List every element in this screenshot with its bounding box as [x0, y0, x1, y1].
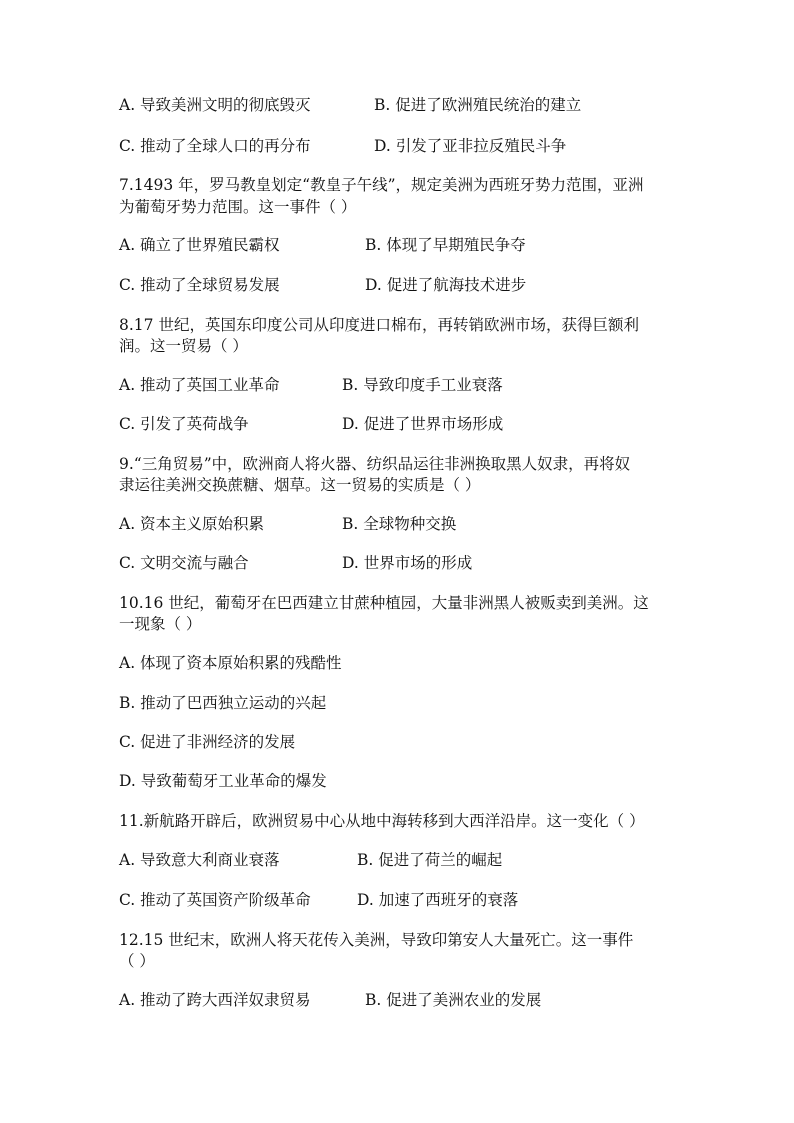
- q11-stem-line1: 11.新航路开辟后，欧洲贸易中心从地中海转移到大西洋沿岸。这一变化（ ）: [119, 812, 645, 830]
- q12-stem-line1: 12.15 世纪末，欧洲人将天花传入美洲，导致印第安人大量死亡。这一事件: [119, 931, 634, 949]
- q6-option-d: D. 引发了亚非拉反殖民斗争: [374, 137, 567, 155]
- q9-stem-line2: 隶运往美洲交换蔗糖、烟草。这一贸易的实质是（ ）: [119, 476, 481, 494]
- q8-stem-line1: 8.17 世纪，英国东印度公司从印度进口棉布，再转销欧洲市场，获得巨额利: [119, 316, 639, 334]
- q9-option-b: B. 全球物种交换: [342, 515, 457, 533]
- q10-stem-line1: 10.16 世纪，葡萄牙在巴西建立甘蔗种植园，大量非洲黑人被贩卖到美洲。这: [119, 594, 649, 612]
- q9-option-d: D. 世界市场的形成: [342, 554, 473, 572]
- q7-option-d: D. 促进了航海技术进步: [365, 276, 527, 294]
- q10-option-a: A. 体现了资本原始积累的残酷性: [119, 654, 342, 672]
- q8-option-d: D. 促进了世界市场形成: [342, 415, 504, 433]
- q10-stem-line2: 一现象（ ）: [119, 615, 202, 633]
- q8-option-a: A. 推动了英国工业革命: [119, 376, 280, 394]
- q10-option-c: C. 促进了非洲经济的发展: [119, 733, 296, 751]
- q6-option-a: A. 导致美洲文明的彻底毁灭: [119, 96, 311, 114]
- q8-option-c: C. 引发了英荷战争: [119, 415, 249, 433]
- q8-stem-line2: 润。这一贸易（ ）: [119, 337, 248, 355]
- q12-option-a: A. 推动了跨大西洋奴隶贸易: [119, 991, 311, 1009]
- q9-option-a: A. 资本主义原始积累: [119, 515, 265, 533]
- q6-option-b: B. 促进了欧洲殖民统治的建立: [374, 96, 582, 114]
- q11-option-d: D. 加速了西班牙的衰落: [357, 891, 519, 909]
- q10-option-d: D. 导致葡萄牙工业革命的爆发: [119, 772, 327, 790]
- q7-option-a: A. 确立了世界殖民霸权: [119, 236, 280, 254]
- q8-option-b: B. 导致印度手工业衰落: [342, 376, 503, 394]
- q10-option-b: B. 推动了巴西独立运动的兴起: [119, 694, 327, 712]
- q11-option-a: A. 导致意大利商业衰落: [119, 851, 280, 869]
- q7-option-c: C. 推动了全球贸易发展: [119, 276, 280, 294]
- q12-option-b: B. 促进了美洲农业的发展: [365, 991, 542, 1009]
- q9-option-c: C. 文明交流与融合: [119, 554, 249, 572]
- q11-option-b: B. 促进了荷兰的崛起: [357, 851, 503, 869]
- q6-option-c: C. 推动了全球人口的再分布: [119, 137, 311, 155]
- q7-stem-line2: 为葡萄牙势力范围。这一事件（ ）: [119, 198, 357, 216]
- q11-option-c: C. 推动了英国资产阶级革命: [119, 891, 311, 909]
- q9-stem-line1: 9.“三角贸易”中，欧洲商人将火器、纺织品运往非洲换取黑人奴隶，再将奴: [119, 455, 631, 473]
- q7-stem-line1: 7.1493 年，罗马教皇划定“教皇子午线”，规定美洲为西班牙势力范围，亚洲: [119, 176, 644, 194]
- q7-option-b: B. 体现了早期殖民争夺: [365, 236, 526, 254]
- q12-stem-line2: （ ）: [119, 952, 155, 970]
